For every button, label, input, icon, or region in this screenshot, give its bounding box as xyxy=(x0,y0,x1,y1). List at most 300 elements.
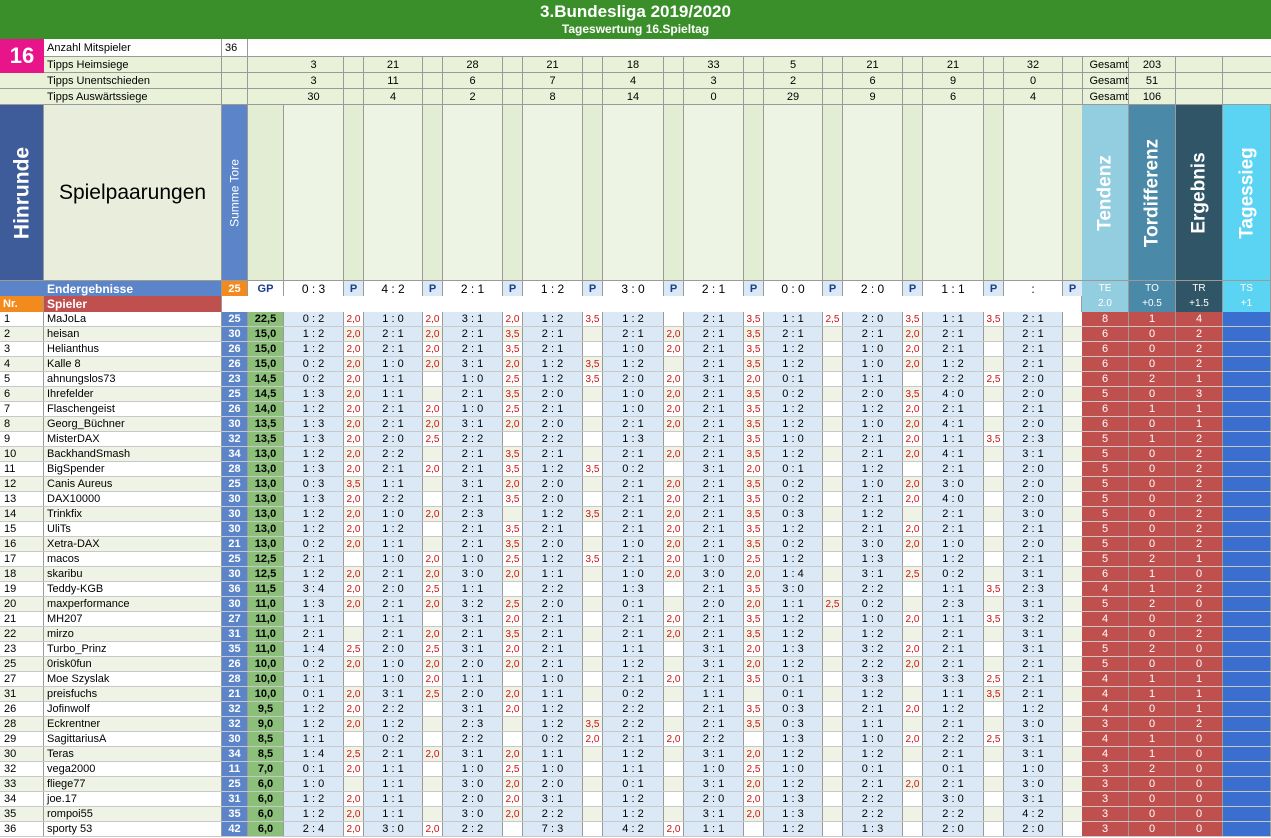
player-tip: 1 : 2 xyxy=(764,417,823,431)
player-tip: 1 : 4 xyxy=(284,642,344,656)
player-tip-points xyxy=(1063,717,1083,731)
tip-count: 0 xyxy=(684,89,744,104)
player-tip-points xyxy=(1063,477,1083,491)
player-tr: 2 xyxy=(1176,717,1223,731)
player-nr: 36 xyxy=(0,822,44,836)
player-to: 0 xyxy=(1129,447,1176,461)
player-tip-points: 3,5 xyxy=(583,357,603,371)
player-tip: 1 : 2 xyxy=(603,792,664,806)
player-ts xyxy=(1223,642,1271,656)
player-tip: 3 : 1 xyxy=(443,477,503,491)
match-header xyxy=(364,105,423,280)
player-tip: 1 : 2 xyxy=(923,552,984,566)
player-tip: 1 : 0 xyxy=(364,552,423,566)
player-tip-points: 2,0 xyxy=(423,747,443,761)
player-to: 1 xyxy=(1129,312,1176,326)
player-nr: 28 xyxy=(0,717,44,731)
player-tip-points xyxy=(583,627,603,641)
player-tip: 1 : 1 xyxy=(364,792,423,806)
player-tip-points: 2,0 xyxy=(903,537,923,551)
player-tip-points xyxy=(984,342,1004,356)
spacer xyxy=(823,57,843,72)
player-tip-points: 3,5 xyxy=(503,492,523,506)
player-tip-points: 3,5 xyxy=(744,537,764,551)
player-tip: 2 : 1 xyxy=(443,447,503,461)
player-tip-points: 3,5 xyxy=(744,507,764,521)
player-tip-points xyxy=(903,462,923,476)
player-tip-points xyxy=(823,417,843,431)
player-tip-points: 2,0 xyxy=(423,327,443,341)
player-tip: 2 : 1 xyxy=(443,327,503,341)
player-tip-points xyxy=(583,582,603,596)
player-tip: 1 : 0 xyxy=(443,552,503,566)
title-bar xyxy=(0,0,1271,39)
player-tip: 0 : 1 xyxy=(764,372,823,386)
player-tip: 2 : 1 xyxy=(284,627,344,641)
player-tip: 1 : 1 xyxy=(284,732,344,746)
player-tip: 1 : 2 xyxy=(284,522,344,536)
player-tip: 1 : 0 xyxy=(923,537,984,551)
match-header xyxy=(684,105,744,280)
player-tip: 2 : 1 xyxy=(364,627,423,641)
final-result: 2 : 1 xyxy=(443,281,503,296)
player-ts xyxy=(1223,387,1271,401)
player-tip-points: 2,0 xyxy=(744,747,764,761)
player-tip: 2 : 1 xyxy=(923,777,984,791)
player-tip: 1 : 1 xyxy=(364,477,423,491)
points-header xyxy=(664,105,684,280)
player-ts xyxy=(1223,582,1271,596)
player-tip: 1 : 2 xyxy=(764,822,823,836)
tip-count: 30 xyxy=(284,89,344,104)
player-tr: 0 xyxy=(1176,657,1223,671)
player-tip: 4 : 1 xyxy=(923,447,984,461)
player-tip-points xyxy=(984,567,1004,581)
player-gp: 14,0 xyxy=(248,402,284,416)
player-summe-tore: 26 xyxy=(222,357,248,371)
results-sum: 25 xyxy=(222,281,248,296)
player-tip-points xyxy=(583,567,603,581)
tip-count: 14 xyxy=(603,89,664,104)
player-ts xyxy=(1223,327,1271,341)
player-tip: 0 : 2 xyxy=(364,732,423,746)
player-tip-points xyxy=(1063,627,1083,641)
player-tip: 1 : 2 xyxy=(284,342,344,356)
player-tip-points: 2,5 xyxy=(503,762,523,776)
player-tip: 3 : 2 xyxy=(443,597,503,611)
player-tip: 0 : 1 xyxy=(843,762,903,776)
player-nr: 25 xyxy=(0,657,44,671)
player-tip-points: 2,5 xyxy=(984,732,1004,746)
player-tip: 1 : 2 xyxy=(284,807,344,821)
player-tip-points xyxy=(1063,387,1083,401)
player-tip-points: 2,0 xyxy=(344,402,364,416)
spacer xyxy=(344,57,364,72)
player-tip-points xyxy=(583,447,603,461)
player-tip-points xyxy=(664,657,684,671)
player-nr: 34 xyxy=(0,792,44,806)
spacer xyxy=(1063,73,1083,88)
player-to: 0 xyxy=(1129,417,1176,431)
player-tip: 1 : 2 xyxy=(843,507,903,521)
player-row xyxy=(0,537,1271,552)
player-tip: 2 : 1 xyxy=(603,522,664,536)
player-tip: 2 : 1 xyxy=(523,522,583,536)
player-tip-points xyxy=(503,672,523,686)
player-tip-points xyxy=(1063,807,1083,821)
player-tip: 1 : 2 xyxy=(284,447,344,461)
player-tip: 1 : 2 xyxy=(843,627,903,641)
player-tip: 1 : 2 xyxy=(523,702,583,716)
player-summe-tore: 30 xyxy=(222,522,248,536)
player-gp: 6,0 xyxy=(248,792,284,806)
player-tip: 2 : 0 xyxy=(523,387,583,401)
player-tip-points: 3,5 xyxy=(503,537,523,551)
player-tip-points: 3,5 xyxy=(744,672,764,686)
player-tip: 2 : 1 xyxy=(843,492,903,506)
player-tip: 2 : 1 xyxy=(684,342,744,356)
player-gp: 8,5 xyxy=(248,732,284,746)
player-gp: 11,5 xyxy=(248,582,284,596)
player-tip: 2 : 1 xyxy=(1004,522,1063,536)
player-tip-points: 2,0 xyxy=(503,312,523,326)
player-tip: 1 : 1 xyxy=(923,432,984,446)
points-header xyxy=(1063,105,1083,280)
player-tip-points xyxy=(583,672,603,686)
player-tip-points: 3,5 xyxy=(744,312,764,326)
player-tip-points: 2,0 xyxy=(744,807,764,821)
player-tip-points xyxy=(823,447,843,461)
player-tip-points xyxy=(823,672,843,686)
player-gp: 14,5 xyxy=(248,372,284,386)
player-tr: 2 xyxy=(1176,492,1223,506)
player-tip: 2 : 1 xyxy=(1004,402,1063,416)
player-tip-points xyxy=(664,642,684,656)
player-tip-points xyxy=(344,672,364,686)
player-tip-points xyxy=(823,477,843,491)
player-ts xyxy=(1223,597,1271,611)
player-tip: 1 : 0 xyxy=(843,342,903,356)
player-ts xyxy=(1223,672,1271,686)
player-tip-points: 3,5 xyxy=(744,432,764,446)
player-gp: 13,0 xyxy=(248,522,284,536)
tip-count: 6 xyxy=(843,73,903,88)
player-tip-points xyxy=(823,777,843,791)
player-tip: 2 : 0 xyxy=(523,597,583,611)
player-tr: 2 xyxy=(1176,522,1223,536)
player-tip-points: 2,0 xyxy=(664,612,684,626)
player-tip-points xyxy=(344,777,364,791)
player-nr: 10 xyxy=(0,447,44,461)
player-tip-points: 2,0 xyxy=(664,477,684,491)
player-tip-points: 2,0 xyxy=(423,552,443,566)
player-tip: 2 : 1 xyxy=(684,447,744,461)
player-tip-points: 2,0 xyxy=(903,432,923,446)
player-tip-points xyxy=(423,792,443,806)
player-tip-points: 2,0 xyxy=(744,657,764,671)
points-header xyxy=(583,105,603,280)
player-to: 0 xyxy=(1129,387,1176,401)
player-name: Kalle 8 xyxy=(44,357,222,371)
player-tip: 2 : 0 xyxy=(684,792,744,806)
player-tip: 2 : 2 xyxy=(364,447,423,461)
player-tip-points: 2,0 xyxy=(664,672,684,686)
player-tip-points: 2,5 xyxy=(344,642,364,656)
player-tip-points xyxy=(984,387,1004,401)
player-tip-points xyxy=(583,822,603,836)
player-tip-points: 2,0 xyxy=(423,672,443,686)
player-tip: 2 : 1 xyxy=(923,462,984,476)
player-tip: 1 : 2 xyxy=(284,717,344,731)
player-summe-tore: 32 xyxy=(222,702,248,716)
player-tip: 1 : 3 xyxy=(764,732,823,746)
player-tip-points: 2,0 xyxy=(903,522,923,536)
player-tip-points: 2,0 xyxy=(744,642,764,656)
player-tr: 0 xyxy=(1176,732,1223,746)
player-tip: 0 : 1 xyxy=(603,777,664,791)
player-tip-points: 2,0 xyxy=(903,402,923,416)
player-row xyxy=(0,702,1271,717)
player-tip: 3 : 3 xyxy=(923,672,984,686)
tip-count: 2 xyxy=(764,73,823,88)
player-gp: 7,0 xyxy=(248,762,284,776)
player-to: 1 xyxy=(1129,567,1176,581)
player-row xyxy=(0,777,1271,792)
player-te: 5 xyxy=(1082,522,1129,536)
player-tip: 2 : 1 xyxy=(684,432,744,446)
player-tip: 1 : 2 xyxy=(843,687,903,701)
player-to: 1 xyxy=(1129,582,1176,596)
player-tip: 0 : 2 xyxy=(284,312,344,326)
spacer xyxy=(664,73,684,88)
player-tip: 1 : 0 xyxy=(364,507,423,521)
player-tip-points xyxy=(903,627,923,641)
player-tip: 2 : 1 xyxy=(523,402,583,416)
player-gp: 11,0 xyxy=(248,597,284,611)
player-tip-points xyxy=(823,507,843,521)
player-name: Canis Aureus xyxy=(44,477,222,491)
final-result: 4 : 2 xyxy=(364,281,423,296)
player-tr: 1 xyxy=(1176,552,1223,566)
player-gp: 15,0 xyxy=(248,342,284,356)
player-tip-points: 3,5 xyxy=(583,312,603,326)
player-te: 4 xyxy=(1082,627,1129,641)
player-ts xyxy=(1223,762,1271,776)
player-name: MaJoLa xyxy=(44,312,222,326)
player-tip: 1 : 1 xyxy=(923,612,984,626)
player-tip-points xyxy=(664,432,684,446)
player-tip-points: 2,0 xyxy=(903,447,923,461)
player-tr: 1 xyxy=(1176,417,1223,431)
player-te: 6 xyxy=(1082,417,1129,431)
header-row xyxy=(0,105,1271,280)
player-tip: 2 : 1 xyxy=(923,402,984,416)
player-tip-points xyxy=(984,792,1004,806)
player-tip-points: 2,0 xyxy=(344,417,364,431)
spacer xyxy=(423,57,443,72)
player-tip-points: 2,0 xyxy=(344,432,364,446)
player-tip-points xyxy=(823,807,843,821)
player-tip-points: 2,0 xyxy=(344,717,364,731)
player-tip-points xyxy=(984,402,1004,416)
player-tip-points: 2,0 xyxy=(423,342,443,356)
player-tip-points: 2,0 xyxy=(903,327,923,341)
player-tip: 2 : 1 xyxy=(284,552,344,566)
player-tip-points: 2,0 xyxy=(423,657,443,671)
player-ts xyxy=(1223,477,1271,491)
player-name: macos xyxy=(44,552,222,566)
player-te: 6 xyxy=(1082,342,1129,356)
player-tip-points: 3,5 xyxy=(503,342,523,356)
player-summe-tore: 30 xyxy=(222,507,248,521)
tip-count: 9 xyxy=(843,89,903,104)
player-tip: 3 : 1 xyxy=(1004,747,1063,761)
player-tip: 2 : 1 xyxy=(764,327,823,341)
player-tip: 2 : 1 xyxy=(684,537,744,551)
player-tip-points: 3,5 xyxy=(744,717,764,731)
player-tip-points xyxy=(823,702,843,716)
player-nr: 4 xyxy=(0,357,44,371)
player-name: heisan xyxy=(44,327,222,341)
tip-count: 4 xyxy=(603,73,664,88)
player-tip-points xyxy=(583,417,603,431)
player-tip-points: 2,0 xyxy=(344,327,364,341)
player-tip: 2 : 1 xyxy=(523,342,583,356)
player-tip-points: 2,0 xyxy=(903,342,923,356)
player-gp: 13,0 xyxy=(248,462,284,476)
player-tip: 2 : 0 xyxy=(364,642,423,656)
player-te: 6 xyxy=(1082,357,1129,371)
match-header xyxy=(284,105,344,280)
player-gp: 13,0 xyxy=(248,477,284,491)
player-tip-points: 3,5 xyxy=(744,582,764,596)
player-ts xyxy=(1223,717,1271,731)
total-label: Gesamt xyxy=(1082,89,1129,104)
player-tip-points: 2,0 xyxy=(344,312,364,326)
player-to: 0 xyxy=(1129,507,1176,521)
player-tr: 1 xyxy=(1176,687,1223,701)
player-tip-points xyxy=(984,747,1004,761)
player-tip: 2 : 0 xyxy=(923,822,984,836)
player-tip-points xyxy=(1063,537,1083,551)
player-tip-points: 2,0 xyxy=(503,747,523,761)
spacer xyxy=(664,57,684,72)
points-header xyxy=(744,105,764,280)
player-tip: 1 : 1 xyxy=(443,672,503,686)
player-name: preisfuchs xyxy=(44,687,222,701)
player-nr: 16 xyxy=(0,537,44,551)
player-nr: 32 xyxy=(0,762,44,776)
tip-count: 3 xyxy=(284,73,344,88)
player-tip-points xyxy=(423,537,443,551)
player-tip-points: 2,0 xyxy=(503,567,523,581)
player-nr: 1 xyxy=(0,312,44,326)
player-tip-points: 3,5 xyxy=(984,432,1004,446)
player-ts xyxy=(1223,657,1271,671)
player-te: 4 xyxy=(1082,672,1129,686)
player-summe-tore: 31 xyxy=(222,792,248,806)
player-tr: 2 xyxy=(1176,462,1223,476)
player-tip-points xyxy=(583,687,603,701)
player-tip: 3 : 2 xyxy=(843,642,903,656)
player-row xyxy=(0,687,1271,702)
player-tip-points xyxy=(823,762,843,776)
spacer xyxy=(984,73,1004,88)
player-summe-tore: 32 xyxy=(222,432,248,446)
player-tip: 2 : 1 xyxy=(684,672,744,686)
player-tip-points xyxy=(823,462,843,476)
player-gp: 11,0 xyxy=(248,642,284,656)
player-te: 5 xyxy=(1082,657,1129,671)
player-tip-points: 3,5 xyxy=(503,327,523,341)
bonus-value: +1 xyxy=(1223,296,1271,312)
tip-count: 21 xyxy=(923,57,984,72)
player-tip: 1 : 1 xyxy=(603,762,664,776)
player-tip: 2 : 0 xyxy=(523,537,583,551)
player-tip: 2 : 1 xyxy=(684,717,744,731)
player-tip-points: 2,0 xyxy=(903,777,923,791)
player-tr: 2 xyxy=(1176,342,1223,356)
player-tip-points: 2,0 xyxy=(423,822,443,836)
player-tip: 2 : 0 xyxy=(523,417,583,431)
tip-count: 7 xyxy=(523,73,583,88)
tip-count: 3 xyxy=(284,57,344,72)
player-tip-points: 2,0 xyxy=(344,342,364,356)
player-summe-tore: 25 xyxy=(222,777,248,791)
player-tip: 1 : 1 xyxy=(764,597,823,611)
player-tip-points xyxy=(984,627,1004,641)
player-gp: 9,0 xyxy=(248,717,284,731)
player-summe-tore: 26 xyxy=(222,402,248,416)
player-tip: 1 : 2 xyxy=(284,327,344,341)
player-tip: 2 : 1 xyxy=(843,327,903,341)
points-header xyxy=(344,105,364,280)
tip-count: 21 xyxy=(364,57,423,72)
player-tip-points xyxy=(984,357,1004,371)
player-name: Jofinwolf xyxy=(44,702,222,716)
player-name: Turbo_Prinz xyxy=(44,642,222,656)
tip-count: 29 xyxy=(764,89,823,104)
player-tip: 0 : 2 xyxy=(764,477,823,491)
player-tip: 3 : 0 xyxy=(443,777,503,791)
player-tip-points: 2,0 xyxy=(344,657,364,671)
player-tip: 1 : 2 xyxy=(523,717,583,731)
player-tip: 2 : 1 xyxy=(684,402,744,416)
player-to: 0 xyxy=(1129,342,1176,356)
player-tip: 2 : 1 xyxy=(364,402,423,416)
player-name: DAX10000 xyxy=(44,492,222,506)
player-to: 2 xyxy=(1129,552,1176,566)
player-tip-points: 3,5 xyxy=(744,327,764,341)
player-tip: 1 : 3 xyxy=(843,822,903,836)
player-tip: 1 : 2 xyxy=(284,567,344,581)
player-tip: 2 : 1 xyxy=(364,747,423,761)
player-nr: 18 xyxy=(0,567,44,581)
player-tip-points xyxy=(664,747,684,761)
player-tip-points: 2,0 xyxy=(344,582,364,596)
final-result: 3 : 0 xyxy=(603,281,664,296)
player-tip: 3 : 1 xyxy=(684,642,744,656)
player-tip: 2 : 1 xyxy=(684,507,744,521)
player-tip: 2 : 1 xyxy=(603,327,664,341)
player-tip-points: 2,5 xyxy=(423,642,443,656)
player-tip-points: 2,5 xyxy=(423,582,443,596)
player-row xyxy=(0,717,1271,732)
player-tip: 1 : 2 xyxy=(364,522,423,536)
page-title: 3.Bundesliga 2019/2020 xyxy=(540,2,731,21)
player-tip: 1 : 3 xyxy=(764,642,823,656)
player-tip: 2 : 1 xyxy=(1004,552,1063,566)
